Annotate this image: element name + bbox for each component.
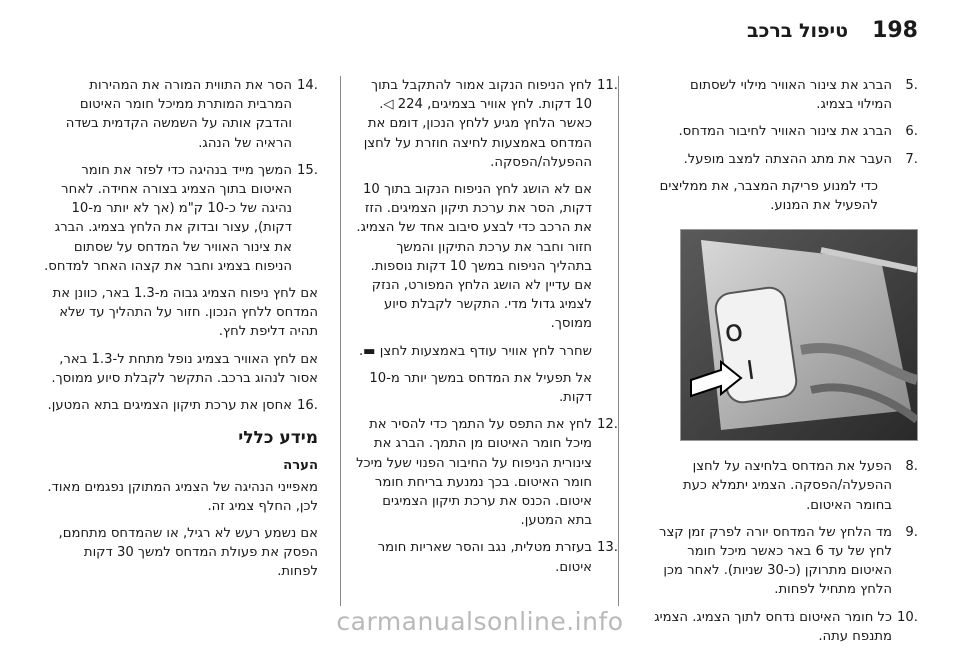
list-item: .10 כל חומר האיטום נדחס לתוך הצמיג. הצמיג מתנפח עתה. [654, 609, 918, 644]
page-title: טיפול ברכב [746, 20, 848, 42]
list-item: .13 בעזרת מטלית, נגב והסר שאריות חומר איטום. [377, 540, 618, 575]
list-item: .7 העבר את מתג ההצתה למצב מופעל. כדי למנוע פריקת המצבר, את ממליצים להפעיל את המנוע. [659, 151, 918, 214]
section-title: מידע כללי [238, 428, 318, 449]
list-item: .12 לחץ את התפס על התמך כדי להסיר את מיכל חומר האיטום מן התמך. הברג את צינורית הניפוח על החיבור הפנוי שעל מיכל חומר האיטום. בכך נמנעת בריחת חומר איטום. הכנס את ערכת תיקון הצמיגים בתא המטען. [356, 417, 618, 529]
middle-column [354, 76, 618, 585]
note-title: הערה [283, 458, 318, 474]
list-item: .6 הברג את צינור האוויר לחיבור המדחס. [678, 124, 918, 140]
list-item: .5 הברג את צינור האוויר מילוי לשסתום המילוי בצמיג. [689, 78, 918, 113]
column-divider [618, 76, 619, 606]
column-divider [340, 76, 341, 606]
right-column [654, 76, 918, 654]
list-item: .11 לחץ הניפוח הנקוב אמור להתקבל בתוך 10 דקות. לחץ אוויר בצמיגים, 224 ◁. כאשר הלחץ מגיע ללחץ הנכון, דומם את המדחס באמצעות לחיצה חוזרת על לחצן ההפעלה/הפסקה. אם לא הושג לחץ הניפוח הנקוב בתוך 10 דקות, הסר את ערכת תיקון הצמיגים. הזז את הרכב כדי לבצע סיבוב אחד של הצמיג. חזור וחבר את ערכת התיקון והמשך בתהליך הניפוח במשך 10 דקות נוספות. אם עדיין לא הושג הלחץ המפורט, הנזק לצמיג גדול מדי. התקשר לקבלת סיוע ממוסך. שחרר לחץ אוויר עודף באמצעות לחצן ▬. אל תפעיל את המדחס במשך יותר מ-10 דקות. [356, 78, 618, 406]
compressor-illustration [681, 230, 917, 440]
svg-text:I: I [744, 355, 757, 387]
list-item: .8 הפעל את המדחס בלחיצה על לחצן ההפעלה/הפסקה. הצמיג יתמלא כעת בחומר האיטום. [683, 459, 918, 513]
list-item: .14 הסר את התווית המורה את המהירות המרבית המותרת ממיכל חומר האיטום והדבק אותה על השמשה הקדמית בשדה הראיה של הנהג. [65, 78, 318, 151]
note-text: מאפייני הנהיגה של הצמיג המתוקן נפגמים מאוד. לכן, החלף צמיג זה. [47, 479, 318, 514]
watermark: carmanualsonline.info [336, 607, 624, 636]
note-text: אם נשמע רעש לא רגיל, או שהמדחס מתחמם, הפסק את פעולת המדחס למשך 30 דקות לפחות. [58, 526, 318, 580]
list-item: .9 מד הלחץ של המדחס יורה לפרק זמן קצר לחץ של עד 6 באר כאשר מיכל חומר האיטום מתרוקן (כ-30 שניות). לאחר מכן הלחץ מתחיל לפחות. [659, 524, 918, 598]
compressor-switch-photo [680, 229, 918, 441]
left-column: .14 הסר את התווית המורה את המהירות המרבית המותרת ממיכל חומר האיטום והדבק אותה על השמשה הקדמית בשדה הראיה של הנהג. .15 המשך מייד בנהיגה כדי לפזר את חומר האיטום בתוך הצמיג בצורה אחידה. לאחר נהיגה של כ-10 ק"מ (אך לא יותר מ-10 דקות), עצור ובדוק את הלחץ בצמיג. הברג את צינור האוויר של המדחס על שסתום הניפוח בצמיג וחבר את קצהו האחר למדחס. אם לחץ ניפוח הצמיג גבוה מ-1.3 באר, כוונן את המדחס ללחץ הנכון. חזור על התהליך עד שלא תהיה דליפת לחץ. אם לחץ האוויר בצמיג נופל מתחת ל-1.3 באר, אסור לנהוג ברכב. התקשר לקבלת סיוע ממוסך. .16 אחסן את ערכת תיקון הצמיגים בתא המטען. מידע כללי הערה מאפייני הנהיגה של הצמיג המתוקן נפגמים מאוד. לכן, החלף צמיג זה. אם נשמע רעש לא רגיל, או שהמדחס מתחמם, הפסק את פעולת המדחס למשך 30 דקות לפחות. [42, 76, 318, 590]
page-number: 198 [872, 18, 918, 43]
page-header [0, 14, 960, 54]
list-item: .16 אחסן את ערכת תיקון הצמיגים בתא המטען. [47, 398, 318, 414]
list-item: .15 המשך מייד בנהיגה כדי לפזר את חומר האיטום בתוך הצמיג בצורה אחידה. לאחר נהיגה של כ-10 ק"מ (אך לא יותר מ-10 דקות), עצור ובדוק את הלחץ בצמיג. הברג את צינור האוויר של המדחס על שסתום הניפוח בצמיג וחבר את קצהו האחר למדחס. [44, 162, 318, 274]
svg-text:o: o [722, 313, 746, 351]
